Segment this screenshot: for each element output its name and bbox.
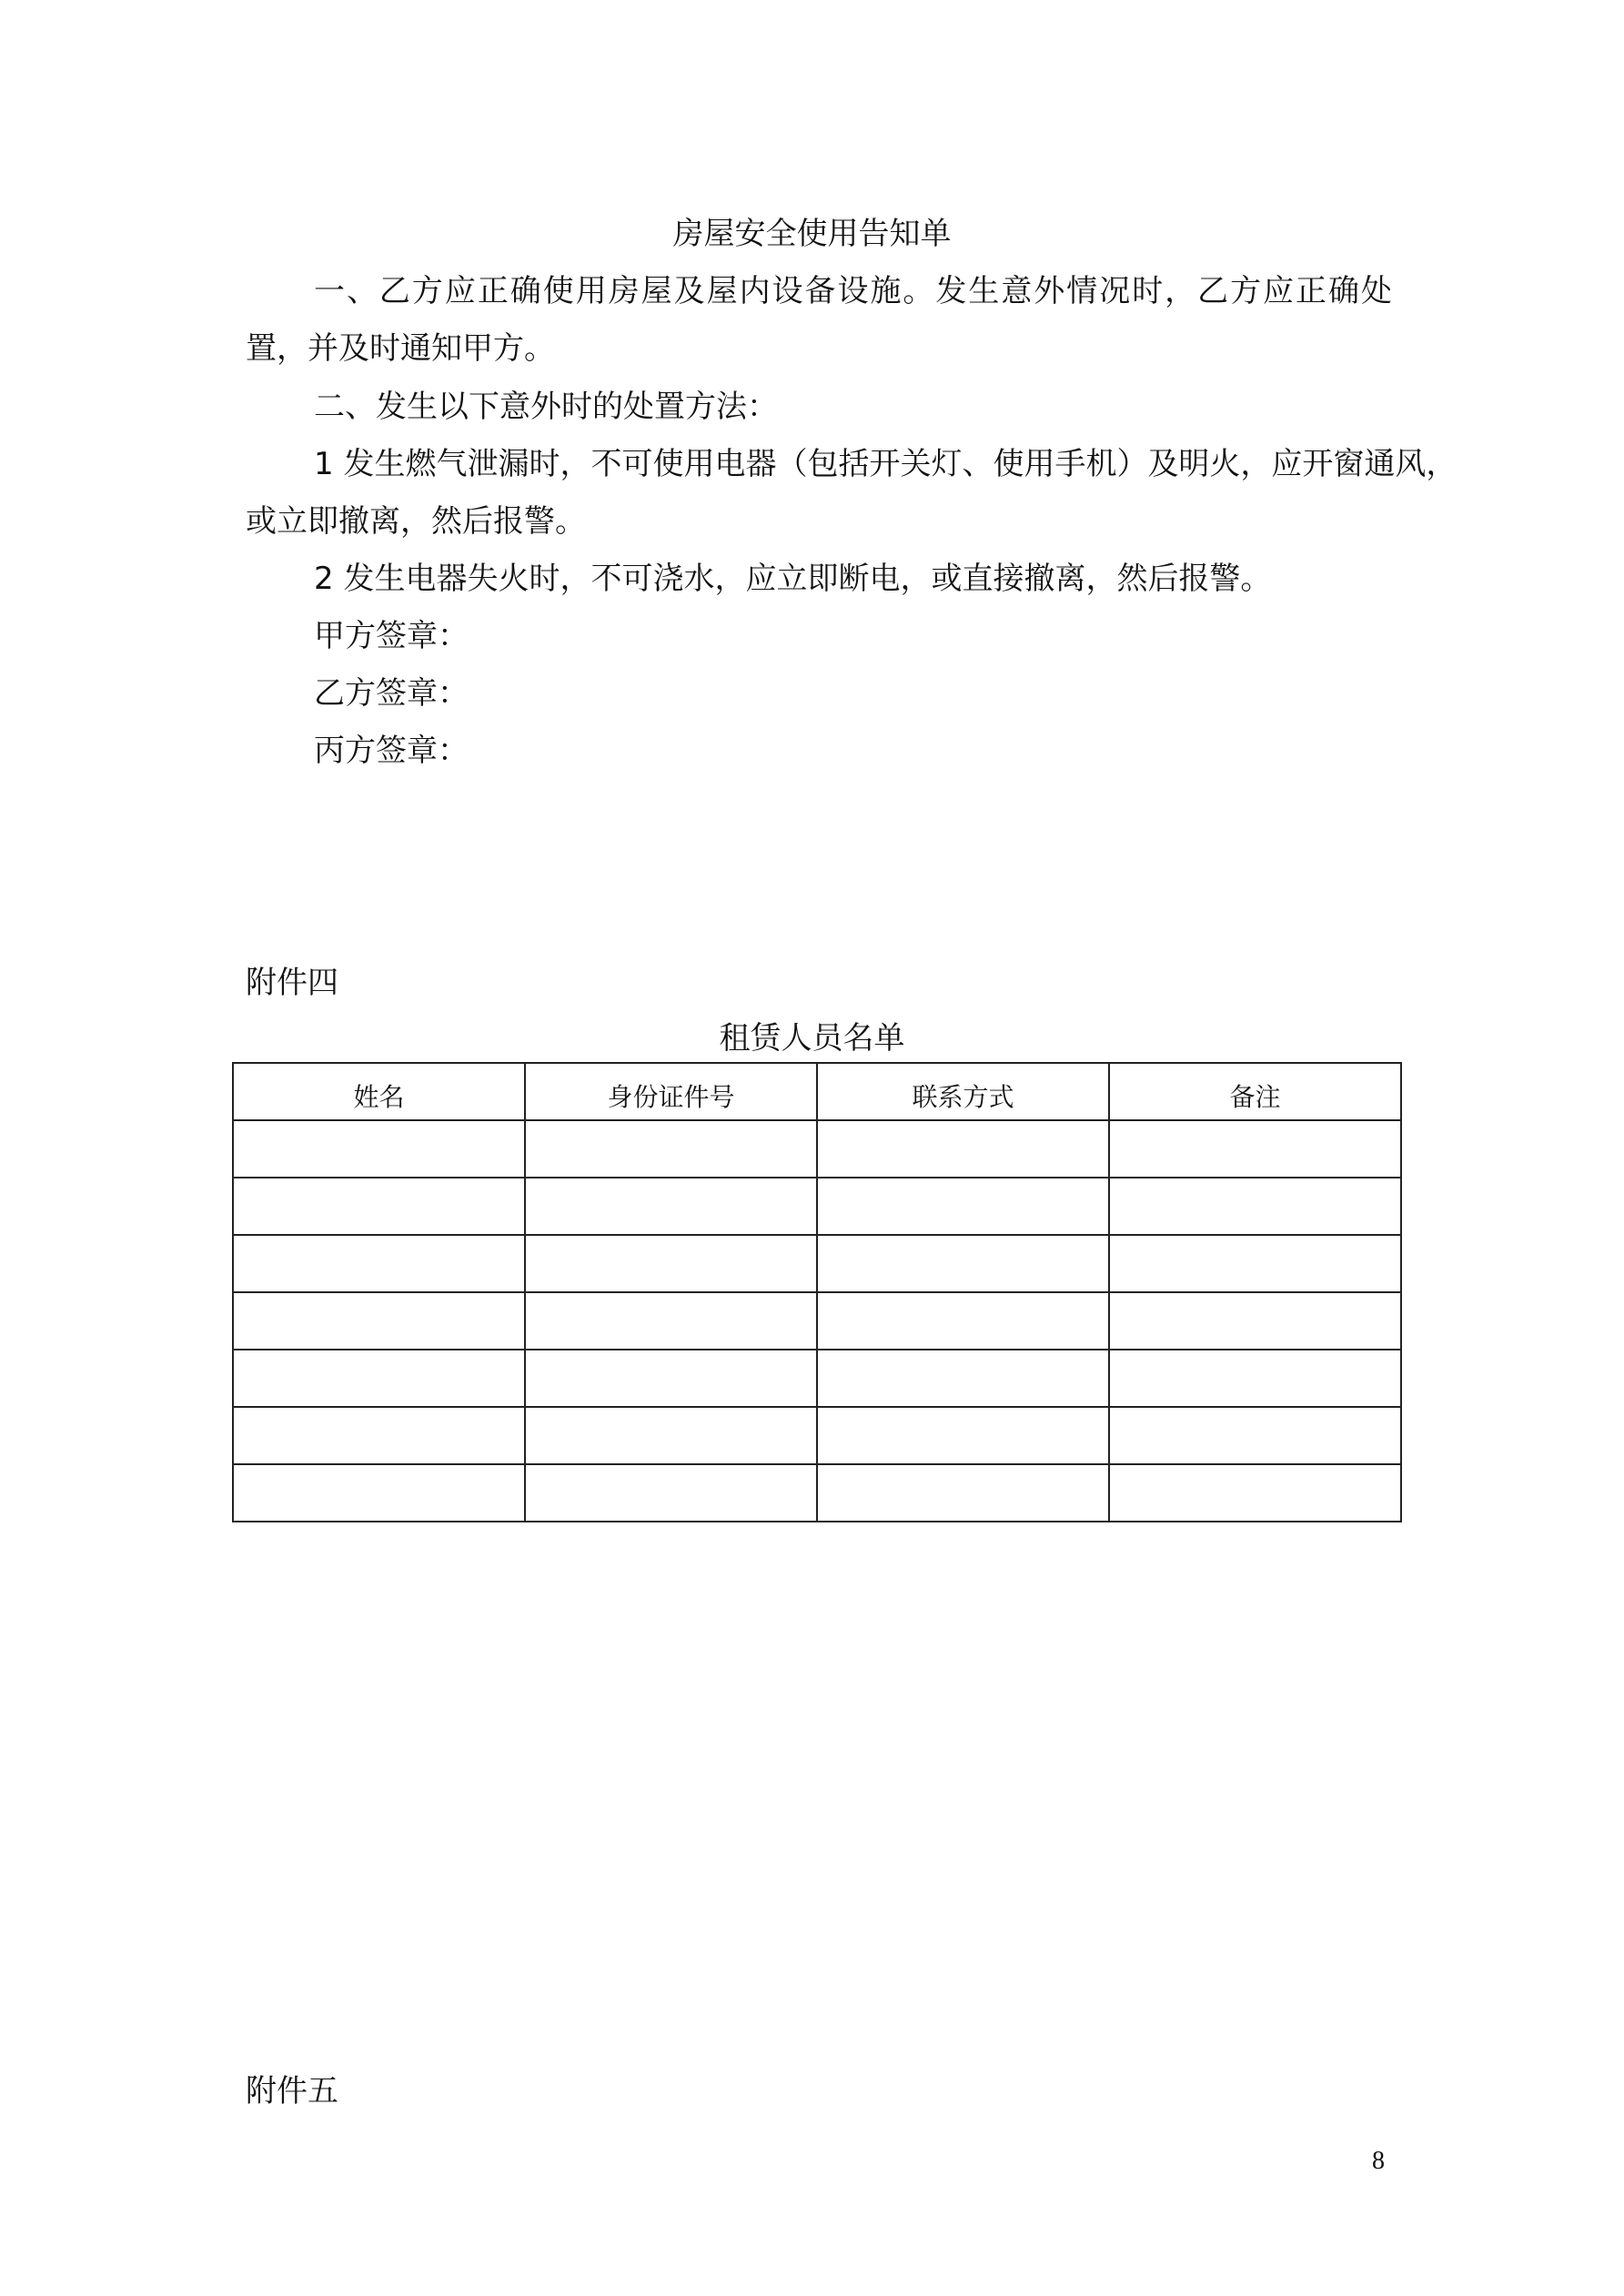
- table-cell: [1109, 1407, 1401, 1464]
- notice-paragraph-1: 一、乙方应正确使用房屋及屋内设备设施。发生意外情况时，乙方应正确处置，并及时通知甲方。: [246, 273, 1392, 367]
- signature-party-a: 甲方签章：: [314, 618, 469, 654]
- column-header-name: 姓名: [233, 1063, 525, 1120]
- table-cell: [233, 1120, 525, 1178]
- table-cell: [525, 1407, 817, 1464]
- table-cell: [525, 1350, 817, 1407]
- table-cell: [233, 1464, 525, 1522]
- table-cell: [817, 1350, 1109, 1407]
- column-header-contact: 联系方式: [817, 1063, 1109, 1120]
- table-cell: [525, 1235, 817, 1292]
- column-header-id-number: 身份证件号: [525, 1063, 817, 1120]
- tenant-list-table: [232, 1062, 1402, 1522]
- notice-paragraph-2: 二、发生以下意外时的处置方法：: [314, 389, 778, 425]
- page-number: 8: [1372, 2147, 1385, 2175]
- notice-title: 房屋安全使用告知单: [672, 216, 952, 252]
- table-cell: [1109, 1292, 1401, 1350]
- table-row: [233, 1120, 1401, 1178]
- table-cell: [817, 1464, 1109, 1522]
- table-cell: [817, 1407, 1109, 1464]
- table-cell: [1109, 1178, 1401, 1235]
- table-cell: [233, 1292, 525, 1350]
- table-header-row: [233, 1063, 1401, 1120]
- notice-item-1-line-1: 1 发生燃气泄漏时，不可使用电器（包括开关灯、使用手机）及明火，应开窗通风，: [314, 446, 1458, 482]
- table-row: [233, 1464, 1401, 1522]
- table-row: [233, 1350, 1401, 1407]
- table-cell: [233, 1235, 525, 1292]
- table-cell: [817, 1178, 1109, 1235]
- table-cell: [233, 1407, 525, 1464]
- table-cell: [1109, 1120, 1401, 1178]
- table-cell: [1109, 1235, 1401, 1292]
- table-cell: [1109, 1464, 1401, 1522]
- table-cell: [525, 1464, 817, 1522]
- table-cell: [233, 1178, 525, 1235]
- table-cell: [525, 1292, 817, 1350]
- table-row: [233, 1292, 1401, 1350]
- notice-item-1-line-2: 或立即撤离，然后报警。: [246, 503, 586, 540]
- signature-party-b: 乙方签章：: [314, 675, 469, 712]
- notice-item-2: 2 发生电器失火时，不可浇水，应立即断电，或直接撤离，然后报警。: [314, 561, 1272, 597]
- table-cell: [1109, 1350, 1401, 1407]
- column-header-remarks: 备注: [1109, 1063, 1401, 1120]
- table-cell: [525, 1120, 817, 1178]
- signature-party-c: 丙方签章：: [314, 733, 469, 769]
- table-cell: [817, 1120, 1109, 1178]
- table-cell: [817, 1235, 1109, 1292]
- table-row: [233, 1407, 1401, 1464]
- table-row: [233, 1235, 1401, 1292]
- table-row: [233, 1178, 1401, 1235]
- table-cell: [233, 1350, 525, 1407]
- table-cell: [817, 1292, 1109, 1350]
- table-cell: [525, 1178, 817, 1235]
- attachment-5-label: 附件五: [246, 2073, 338, 2109]
- tenant-list-title: 租赁人员名单: [719, 1020, 905, 1057]
- attachment-4-label: 附件四: [246, 965, 338, 1001]
